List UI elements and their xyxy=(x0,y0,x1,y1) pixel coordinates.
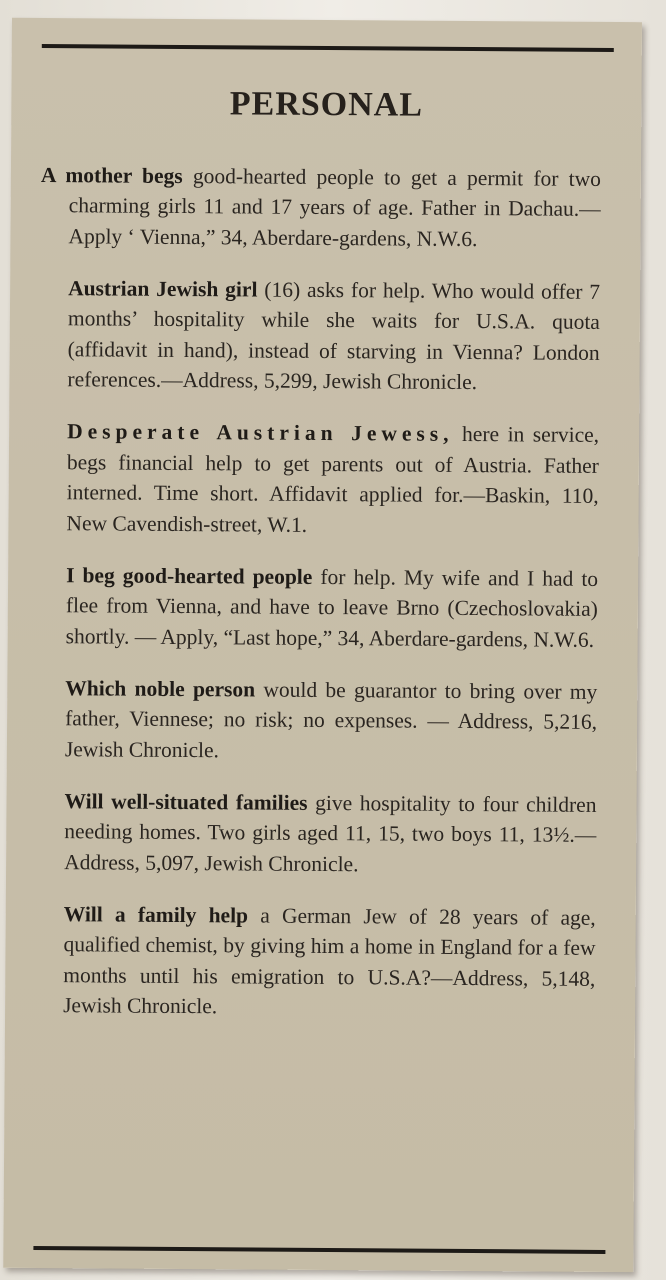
section-heading: PERSONAL xyxy=(229,85,424,124)
top-rule xyxy=(42,44,614,52)
ad-mother-begs xyxy=(40,160,601,255)
ad-body: give hospitality to four children needing homes. Two girls aged 11, 15, two boys 11, 13½.—Address, 5,097, Jewish Chronicle. xyxy=(64,790,597,876)
ad-body: here in service, begs financial help to get parents out of Austria. Father interned. Time short. Affidavit applied for.—Baskin, 110, New Cavendish-street, W.1. xyxy=(66,421,600,537)
newspaper-clipping xyxy=(3,18,642,1272)
ad-families-hospitality xyxy=(36,785,597,880)
ad-lead: Which noble person xyxy=(65,675,256,702)
ad-body: for help. My wife and I had to flee from Vienna, and have to leave Brno (Czechoslovakia) shortly. — Apply, “Last hope,” 34, Aberdare-gardens, N.W.6. xyxy=(65,564,599,652)
ad-noble-person xyxy=(37,672,598,767)
ad-lead: A mother begs xyxy=(40,162,183,188)
ad-body: a German Jew of 28 years of age, qualified chemist, by giving him a home in England for a few months until his emigration to U.S.A?—Address, 5,148, Jewish Chronicle. xyxy=(63,902,596,1019)
ad-lead: Austrian Jewish girl xyxy=(68,275,258,302)
ad-beg-help xyxy=(38,559,599,654)
ad-family-help xyxy=(35,898,596,1024)
ad-lead: Will well-situated families xyxy=(64,788,308,815)
ad-desperate-jewess xyxy=(38,416,599,542)
ad-body: would be guarantor to bring over my father, Viennese; no risk; no expenses. — Address, 5,216, Jewish Chronicle. xyxy=(64,677,598,762)
ad-body: good-hearted people to get a permit for two charming girls 11 and 17 years of age. Father in Dachau.—Apply ‘ Vienna,” 34, Aberdare-gardens, N.W.6. xyxy=(68,163,601,251)
ad-lead: Will a family help xyxy=(63,901,249,927)
classified-ads xyxy=(35,138,601,1034)
ad-lead: I beg good-hearted people xyxy=(66,562,313,589)
bottom-rule xyxy=(33,1246,605,1254)
ad-austrian-girl xyxy=(39,273,600,399)
ad-body: (16) asks for help. Who would offer 7 months’ hospitality while she waits for U.S.A. quota (affidavit in hand), instead of starving in Vienna? London references.—Address, 5,299, Jewish Chronicle. xyxy=(67,277,601,395)
ad-lead: Desperate Austrian Jewess, xyxy=(67,419,454,446)
